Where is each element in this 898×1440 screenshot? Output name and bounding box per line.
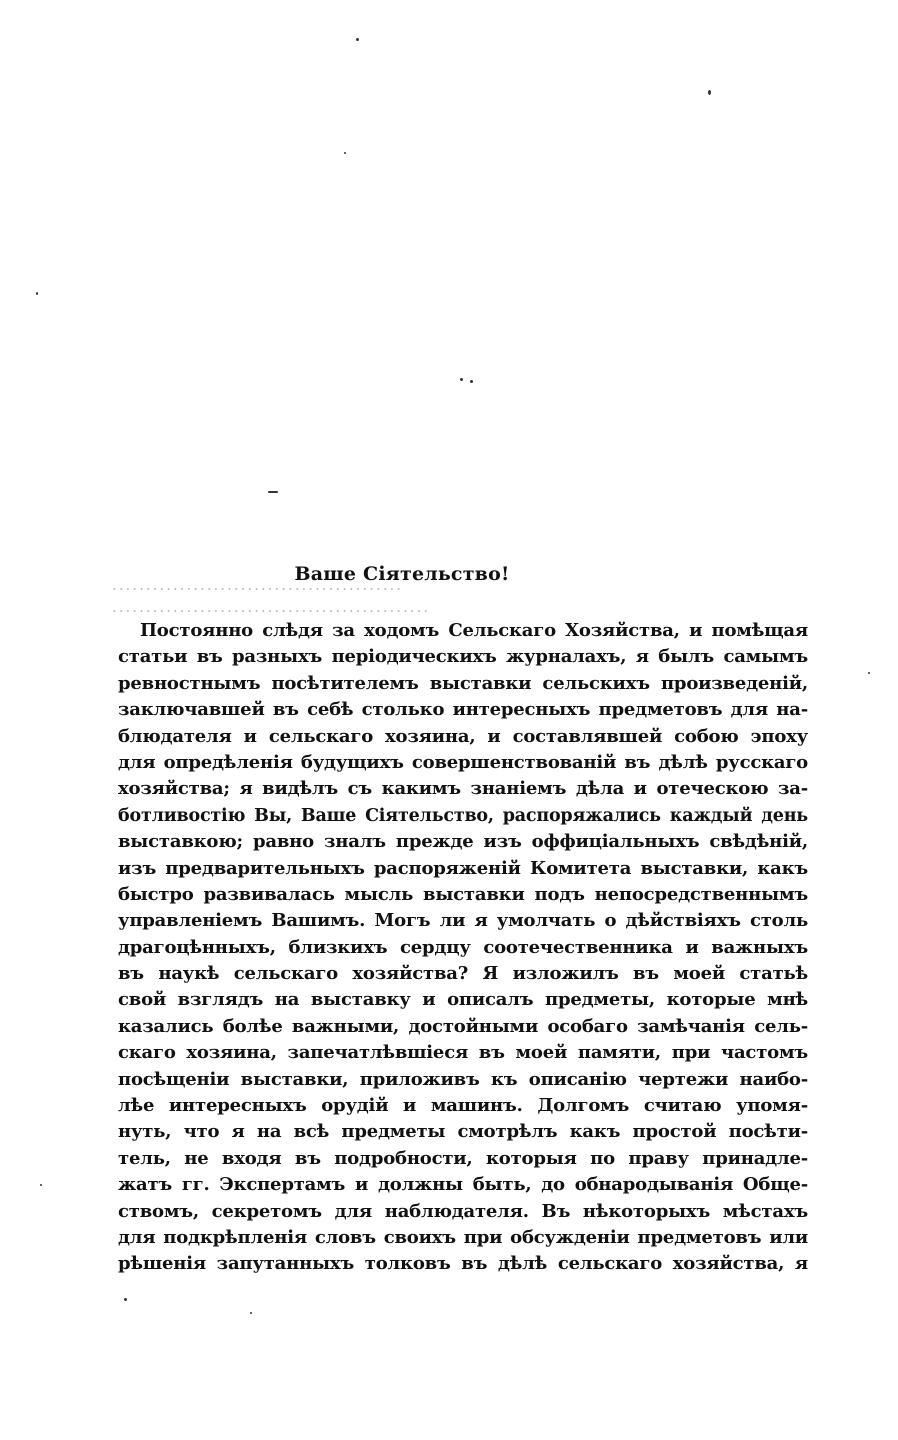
show-through-line: ............................................... — [112, 598, 431, 616]
text-line: рѣшенiя запутанныхъ толковъ въ дѣлѣ сельскаго хозяйства, я — [118, 1253, 808, 1275]
print-speck — [470, 380, 473, 383]
dedication-heading: Ваше Сiятельство! — [294, 563, 510, 585]
print-speck — [708, 90, 711, 95]
text-line: блюдателя и сельскаго хозяина, и составлявшей собою эпоху — [118, 725, 808, 747]
text-line: въ наукѣ сельскаго хозяйства? Я изложилъ въ моей статьѣ — [118, 963, 808, 985]
text-line: для опредѣленiя будущихъ совершенствованiй въ дѣлѣ русскаго — [118, 751, 808, 773]
text-line: скаго хозяина, запечатлѣвшiеся въ моей памяти, при частомъ — [118, 1042, 808, 1064]
print-speck — [460, 378, 463, 381]
text-line: управленiемъ Вашимъ. Могъ ли я умолчать о дѣйствiяхъ столь — [118, 910, 808, 932]
text-line: казались болѣе важными, достойными особаго замѣчанiя сель- — [118, 1015, 808, 1037]
text-line: ботливостiю Вы, Ваше Сiятельство, распоряжались каждый день — [118, 805, 808, 826]
text-line: заключавшей въ себѣ столько интересныхъ предметовъ для на- — [118, 699, 808, 721]
print-speck — [40, 1184, 42, 1186]
text-line: ревностнымъ посѣтителемъ выставки сельскихъ произведенiй, — [118, 672, 808, 694]
text-line: драгоцѣнныхъ, близкихъ сердцу соотечественника и важныхъ — [118, 936, 808, 958]
print-speck — [356, 38, 359, 41]
show-through-line: ........................................... — [112, 576, 404, 594]
text-line: быстро развивалась мысль выставки подъ непосредственнымъ — [118, 883, 808, 905]
text-line: свой взглядъ на выставку и описалъ предметы, которые мнѣ — [118, 989, 808, 1011]
text-line: выставкою; равно зналъ прежде изъ оффицiальныхъ свѣдѣнiй, — [118, 831, 808, 853]
text-line: ствомъ, секретомъ для наблюдателя. Въ нѣкоторыхъ мѣстахъ — [118, 1200, 808, 1222]
text-line: жатъ гг. Экспертамъ и должны быть, до обнародыванiя Обще- — [118, 1174, 808, 1196]
print-speck — [36, 292, 38, 295]
text-line: изъ предварительныхъ распоряженiй Комитета выставки, какъ — [118, 857, 808, 879]
text-line: посѣщенiи выставки, приложивъ къ описанiю чертежи наибо- — [118, 1068, 808, 1090]
text-line: хозяйства; я видѣлъ съ какимъ знанiемъ дѣла и отеческою за- — [118, 778, 808, 800]
text-line: для подкрѣпленiя словъ своихъ при обсужденiи предметовъ или — [118, 1226, 808, 1248]
print-speck — [124, 1298, 127, 1301]
text-line: Постоянно слѣдя за ходомъ Сельскаго Хозяйства, и помѣщая — [140, 620, 808, 641]
dedication-body — [118, 618, 808, 1278]
print-speck — [344, 152, 346, 154]
text-line: статьи въ разныхъ перiодическихъ журналахъ, я былъ самымъ — [118, 646, 808, 668]
text-line: нуть, что я на всѣ предметы смотрѣлъ какъ простой посѣти- — [118, 1121, 808, 1143]
text-line: тель, не входя въ подробности, которыя по праву принадле- — [118, 1147, 808, 1169]
print-speck — [268, 491, 278, 493]
text-line: лѣе интересныхъ орудiй и машинъ. Долгомъ считаю упомя- — [118, 1095, 808, 1117]
print-speck — [250, 1312, 252, 1314]
print-speck — [868, 672, 870, 674]
